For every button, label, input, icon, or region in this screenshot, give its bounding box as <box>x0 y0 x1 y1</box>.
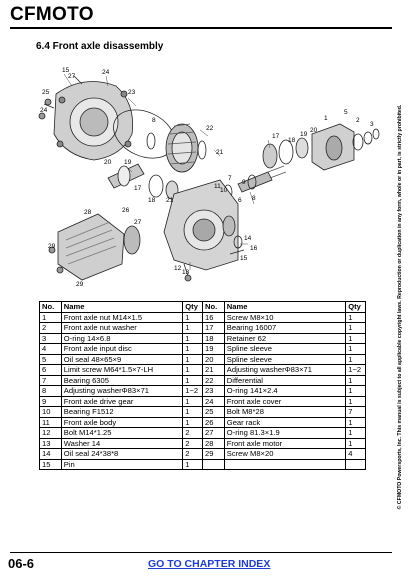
table-cell: 1 <box>183 417 203 428</box>
table-cell: 1 <box>183 459 203 470</box>
table-row <box>40 312 366 323</box>
table-cell: Adjusting washerΦ83×71 <box>61 386 182 397</box>
table-cell: Adjusting washerΦ83×71 <box>224 365 345 376</box>
table-cell: 1 <box>346 333 366 344</box>
table-cell: Screw M8×20 <box>224 449 345 460</box>
table-cell: 19 <box>202 344 224 355</box>
table-cell: O-ring 14×6.8 <box>61 333 182 344</box>
table-cell: 1 <box>183 365 203 376</box>
svg-text:22: 22 <box>206 125 214 132</box>
table-cell: 1~2 <box>346 365 366 376</box>
table-cell <box>202 459 224 470</box>
svg-text:19: 19 <box>124 159 132 166</box>
svg-text:15: 15 <box>240 255 248 262</box>
washer-part-2 <box>198 141 206 159</box>
table-cell: Front axle nut M14×1.5 <box>61 312 182 323</box>
svg-text:3: 3 <box>370 121 374 128</box>
svg-text:29: 29 <box>76 281 84 288</box>
table-cell: 4 <box>346 449 366 460</box>
front-axle-cover-part <box>54 82 133 161</box>
table-cell: Front axle cover <box>224 396 345 407</box>
table-cell: 1 <box>346 417 366 428</box>
table-cell: 1 <box>183 354 203 365</box>
table-cell: 9 <box>40 396 62 407</box>
table-row <box>40 417 366 428</box>
table-cell: Washer 14 <box>61 438 182 449</box>
svg-text:12: 12 <box>174 265 182 272</box>
table-cell: 5 <box>40 354 62 365</box>
table-cell: 1 <box>183 333 203 344</box>
svg-text:23: 23 <box>128 89 136 96</box>
washer-part <box>147 133 155 149</box>
header-no: No. <box>40 302 62 313</box>
table-cell: 26 <box>202 417 224 428</box>
table-header-row <box>40 302 366 313</box>
svg-text:24: 24 <box>40 107 48 114</box>
svg-text:13: 13 <box>182 269 190 276</box>
header-name: Name <box>61 302 182 313</box>
table-cell: 24 <box>202 396 224 407</box>
table-cell: 1 <box>183 312 203 323</box>
table-cell: 1 <box>346 344 366 355</box>
parts-table-body <box>40 312 366 470</box>
table-cell: Bolt M14*1.25 <box>61 428 182 439</box>
table-cell: 1~2 <box>183 386 203 397</box>
table-cell: 1 <box>346 438 366 449</box>
header-name-2: Name <box>224 302 345 313</box>
table-cell: Pin <box>61 459 182 470</box>
svg-text:29: 29 <box>48 243 56 250</box>
svg-text:18: 18 <box>288 137 296 144</box>
table-cell: 18 <box>202 333 224 344</box>
table-cell: 13 <box>40 438 62 449</box>
table-cell: Oil seal 24*38*8 <box>61 449 182 460</box>
table-cell: Limit screw M64*1.5×7-LH <box>61 365 182 376</box>
table-cell: O-ring 81.3×1.9 <box>224 428 345 439</box>
svg-text:28: 28 <box>84 209 92 216</box>
svg-text:19: 19 <box>300 131 308 138</box>
table-cell: 1 <box>183 344 203 355</box>
table-cell: Differential <box>224 375 345 386</box>
table-cell: Front axle input disc <box>61 344 182 355</box>
table-cell: 3 <box>40 333 62 344</box>
table-cell: Bearing 6305 <box>61 375 182 386</box>
table-cell: 25 <box>202 407 224 418</box>
table-cell: Bearing F1512 <box>61 407 182 418</box>
table-row <box>40 449 366 460</box>
brand-logo: CFMOTO <box>10 4 94 25</box>
table-row <box>40 407 366 418</box>
exploded-view-diagram <box>24 64 388 290</box>
table-cell: Oil seal 48×65×9 <box>61 354 182 365</box>
table-cell: 2 <box>183 428 203 439</box>
table-row <box>40 428 366 439</box>
svg-text:7: 7 <box>228 175 232 182</box>
table-cell: 22 <box>202 375 224 386</box>
spline-sleeve-part <box>108 164 178 199</box>
table-row <box>40 459 366 470</box>
table-cell: Front axle motor <box>224 438 345 449</box>
table-row <box>40 375 366 386</box>
table-cell <box>346 459 366 470</box>
header-rule <box>10 27 392 29</box>
table-cell: 14 <box>40 449 62 460</box>
svg-text:5: 5 <box>344 109 348 116</box>
svg-text:17: 17 <box>272 133 280 140</box>
svg-text:6: 6 <box>238 197 242 204</box>
header-qty: Qty <box>183 302 203 313</box>
table-row <box>40 323 366 334</box>
svg-text:25: 25 <box>42 89 50 96</box>
table-cell: 8 <box>40 386 62 397</box>
table-cell: 29 <box>202 449 224 460</box>
svg-text:24: 24 <box>102 69 110 76</box>
parts-table <box>39 301 366 470</box>
table-cell: 2 <box>183 449 203 460</box>
chapter-index-link[interactable]: GO TO CHAPTER INDEX <box>148 558 271 570</box>
table-cell: 16 <box>202 312 224 323</box>
table-cell: 2 <box>40 323 62 334</box>
svg-text:11: 11 <box>214 183 221 190</box>
svg-text:20: 20 <box>310 127 318 134</box>
table-row <box>40 365 366 376</box>
svg-text:21: 21 <box>216 149 224 156</box>
table-cell: Bolt M8*28 <box>224 407 345 418</box>
svg-text:10: 10 <box>220 187 228 194</box>
table-cell: 1 <box>40 312 62 323</box>
table-cell: 2 <box>183 438 203 449</box>
table-cell: Gear rack <box>224 417 345 428</box>
table-cell: 20 <box>202 354 224 365</box>
table-cell: Screw M8×10 <box>224 312 345 323</box>
table-cell: 10 <box>40 407 62 418</box>
table-cell: 7 <box>346 407 366 418</box>
table-cell: Front axle drive gear <box>61 396 182 407</box>
table-cell: 23 <box>202 386 224 397</box>
table-cell: 1 <box>183 407 203 418</box>
table-cell: 12 <box>40 428 62 439</box>
header-qty-2: Qty <box>346 302 366 313</box>
table-cell <box>224 459 345 470</box>
svg-text:21: 21 <box>166 197 174 204</box>
table-row <box>40 438 366 449</box>
table-cell: 7 <box>40 375 62 386</box>
table-row <box>40 386 366 397</box>
table-cell: Bearing 16007 <box>224 323 345 334</box>
svg-text:15: 15 <box>62 67 70 74</box>
table-cell: Spline sleeve <box>224 344 345 355</box>
svg-text:20: 20 <box>104 159 112 166</box>
table-cell: Front axle body <box>61 417 182 428</box>
table-cell: Front axle nut washer <box>61 323 182 334</box>
table-cell: 1 <box>183 396 203 407</box>
table-cell: 1 <box>346 386 366 397</box>
svg-text:9: 9 <box>242 179 246 186</box>
svg-text:26: 26 <box>122 207 130 214</box>
table-cell: 17 <box>202 323 224 334</box>
table-cell: 1 <box>346 312 366 323</box>
table-cell: 1 <box>183 375 203 386</box>
table-row <box>40 333 366 344</box>
svg-text:2: 2 <box>356 117 360 124</box>
table-cell: 1 <box>346 428 366 439</box>
table-cell: 11 <box>40 417 62 428</box>
table-cell: 6 <box>40 365 62 376</box>
table-row <box>40 344 366 355</box>
table-cell: 1 <box>346 396 366 407</box>
svg-text:8: 8 <box>252 195 256 202</box>
table-cell: 1 <box>346 354 366 365</box>
right-bearing-stack-part <box>263 124 379 170</box>
table-cell: 1 <box>183 323 203 334</box>
svg-text:16: 16 <box>250 245 258 252</box>
svg-text:17: 17 <box>134 185 142 192</box>
svg-text:27: 27 <box>68 73 76 80</box>
front-axle-motor-part <box>49 214 140 280</box>
svg-text:27: 27 <box>134 219 142 226</box>
table-cell: 1 <box>346 323 366 334</box>
svg-text:14: 14 <box>244 235 252 242</box>
table-cell: O-ring 141×2.4 <box>224 386 345 397</box>
copyright-text: © CFMOTO Powersports, Inc. This manual is subject to all applicable copyright laws. Reproduction or duplication in any form, whole or in part, is strictly prohibited. <box>397 104 403 510</box>
footer-rule <box>10 552 392 553</box>
table-cell: 15 <box>40 459 62 470</box>
table-row <box>40 396 366 407</box>
table-row <box>40 354 366 365</box>
table-cell: 4 <box>40 344 62 355</box>
svg-text:8: 8 <box>152 117 156 124</box>
section-title: 6.4 Front axle disassembly <box>36 41 164 52</box>
page-number: 06-6 <box>8 556 35 571</box>
table-cell: 1 <box>346 375 366 386</box>
table-cell: Retainer 62 <box>224 333 345 344</box>
table-cell: 27 <box>202 428 224 439</box>
table-cell: 28 <box>202 438 224 449</box>
table-cell: Spline sleeve <box>224 354 345 365</box>
differential-part <box>166 124 198 172</box>
header-no-2: No. <box>202 302 224 313</box>
copyright-side-note <box>394 72 406 542</box>
table-cell: 21 <box>202 365 224 376</box>
svg-text:1: 1 <box>324 115 328 122</box>
svg-text:18: 18 <box>148 197 156 204</box>
